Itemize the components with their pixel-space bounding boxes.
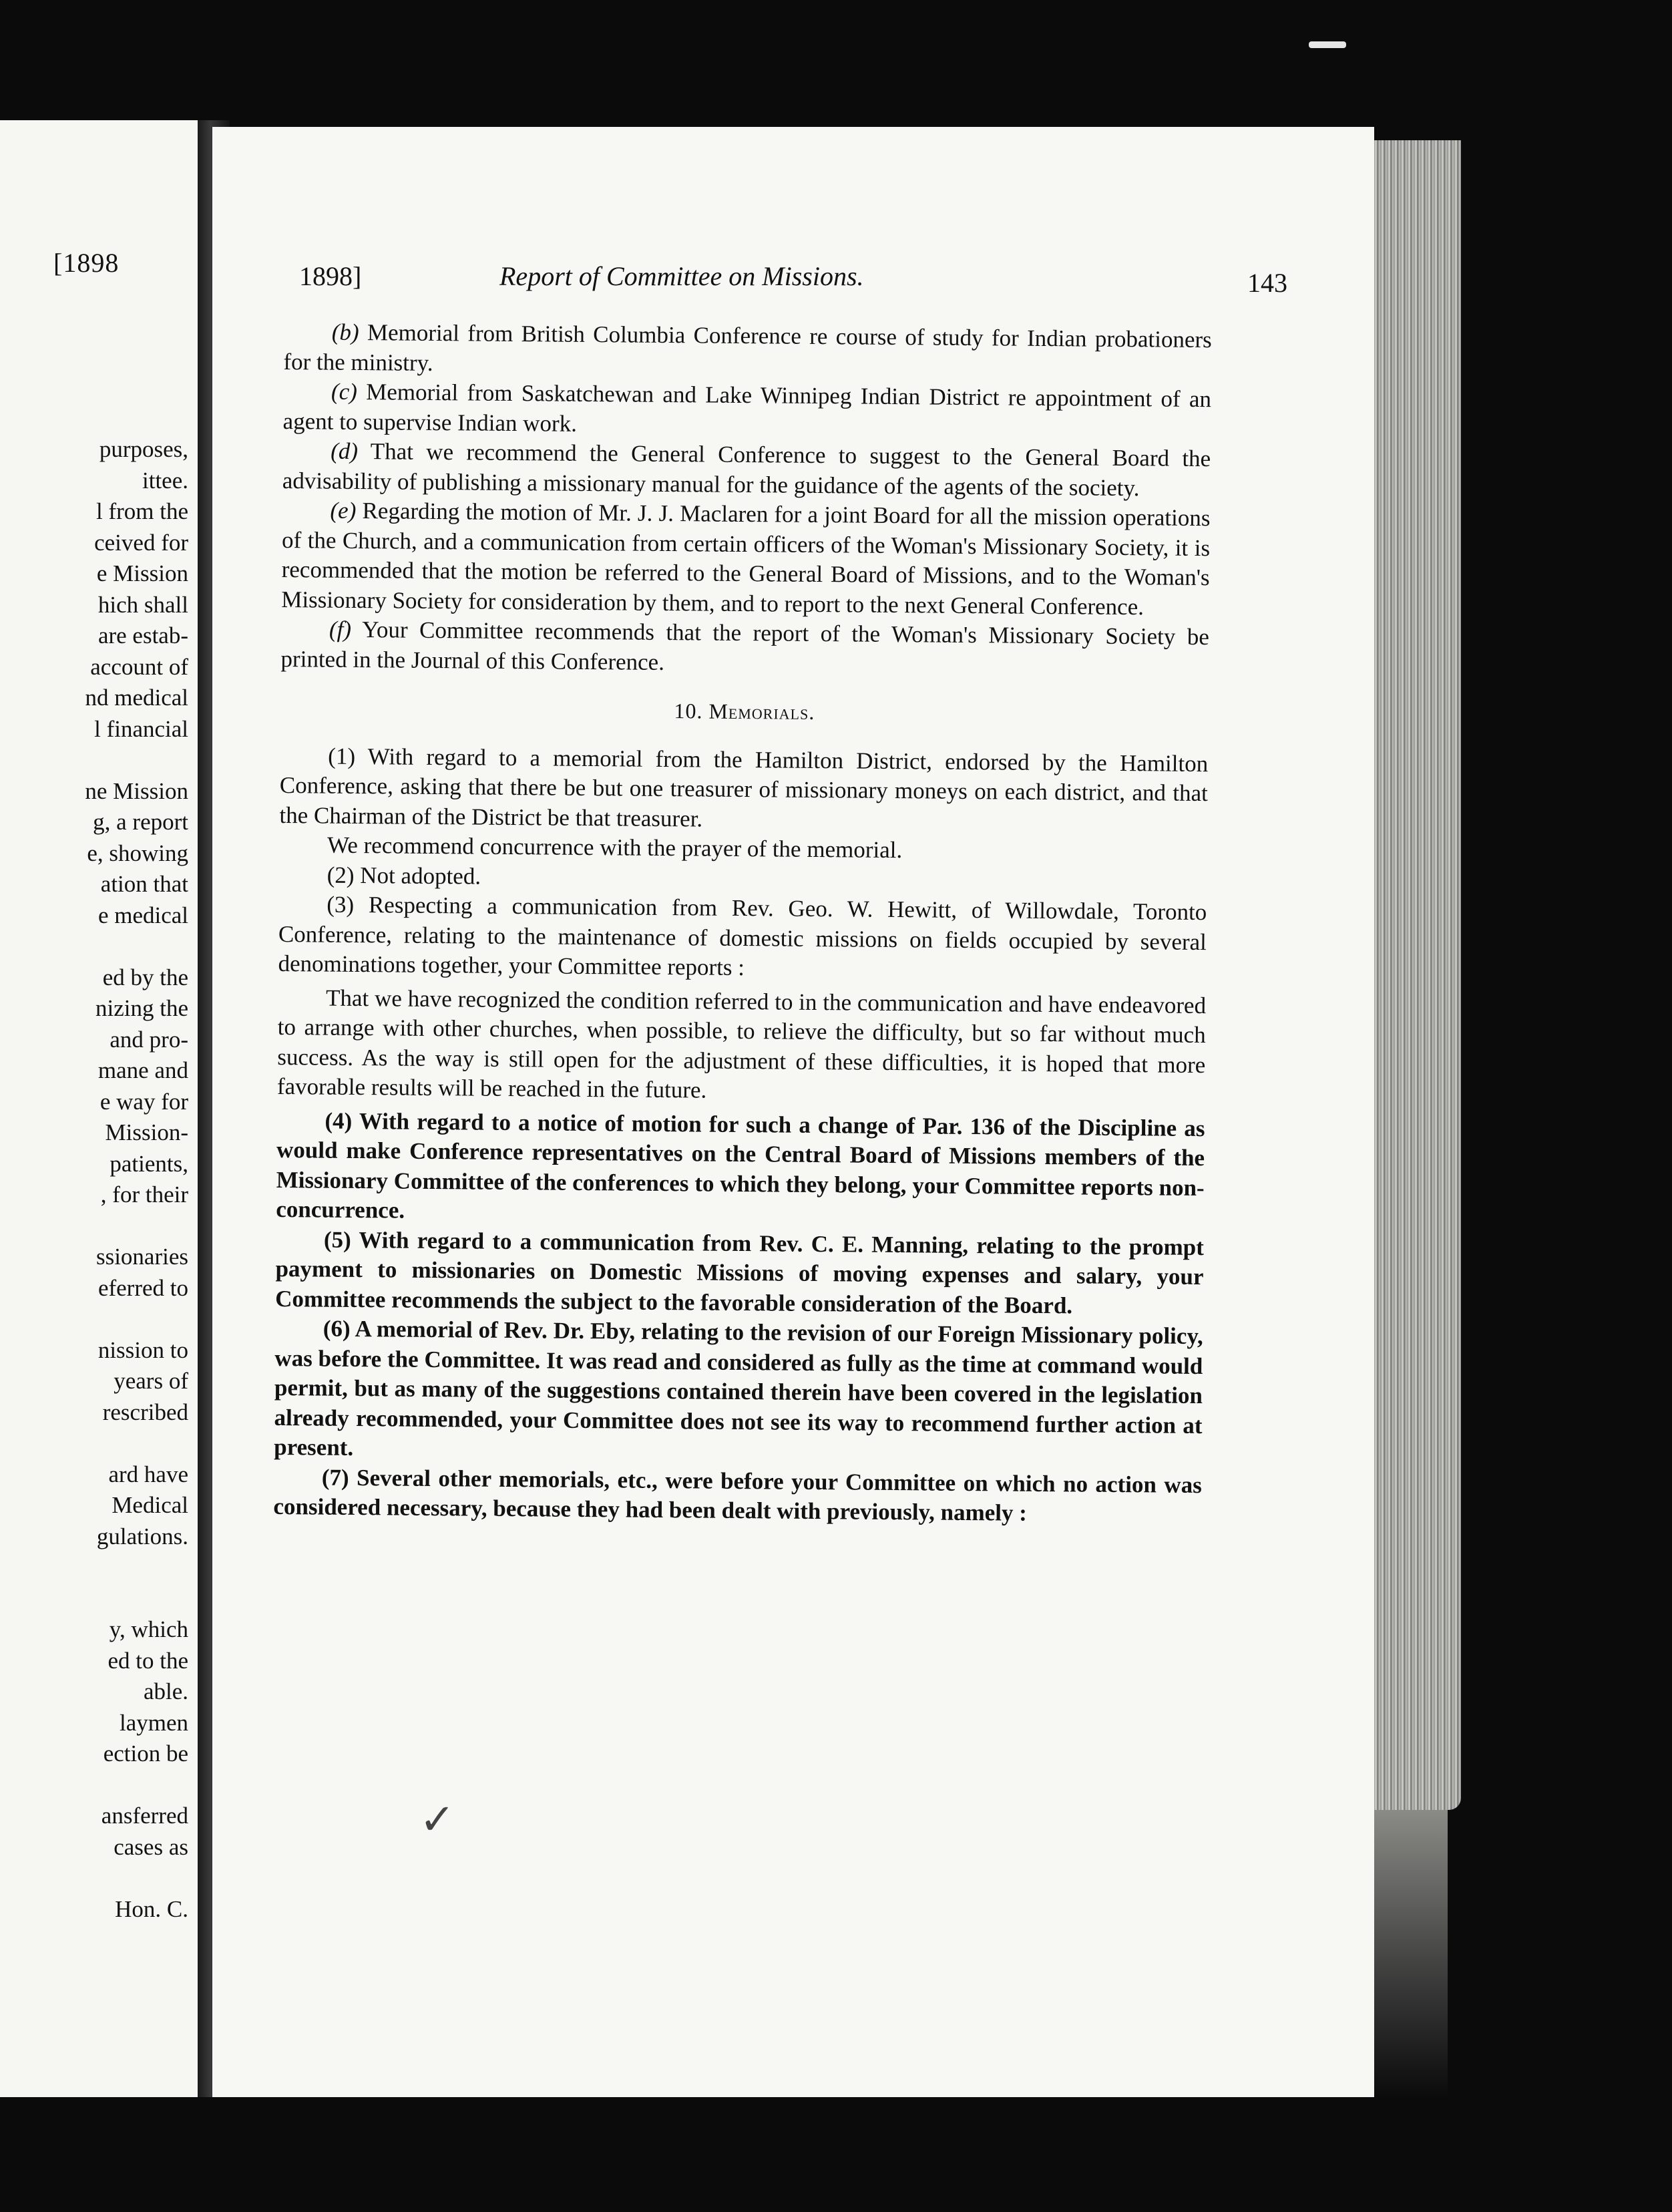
memorial-3: (3) Respecting a communication from Rev. Geo. W. Hewitt, of Willowdale, Toronto Conference, relating to the maintenance of domestic missions on fields occupied by several denominations together, your Committee reports :: [278, 891, 1207, 981]
left-page-line: are estab-: [97, 622, 188, 649]
memorial-7: (7) Several other memorials, etc., were before your Committee on which no action was considered necessary, because they had been dealt with previously, namely :: [273, 1464, 1202, 1526]
paragraph-b: [283, 317, 1212, 385]
left-page-line: gulations.: [96, 1523, 188, 1549]
left-page-line: ection be: [103, 1740, 188, 1767]
left-page-line: patients,: [110, 1150, 188, 1177]
paragraph-label: (e): [330, 497, 357, 524]
left-page-line: g, a report: [93, 809, 188, 835]
book-edge-shadow: [1374, 1810, 1448, 2097]
section-number: 10.: [674, 699, 703, 723]
paragraph-text: Memorial from Saskatchewan and Lake Winnipeg Indian District re appointment of an agent to supervise Indian work.: [282, 378, 1212, 437]
left-page-header: [1898: [53, 248, 120, 278]
left-page-line: rescribed: [102, 1399, 188, 1425]
memorial-2: (2) Not adopted.: [327, 862, 481, 890]
header-title: Report of Committee on Missions.: [499, 261, 864, 291]
memorial-1: (1) With regard to a memorial from the Hamilton District, endorsed by the Hamilton Conference, asking that there be but one treasurer of missionary moneys on each district, and that the Chairman of the District be that treasurer.: [279, 743, 1209, 832]
page-number: 143: [1247, 268, 1287, 298]
left-page-line: laymen: [119, 1709, 188, 1736]
left-page-line: ed to the: [108, 1647, 188, 1674]
left-page-line: ne Mission: [85, 777, 188, 804]
left-page-line: able.: [143, 1678, 188, 1704]
left-page-line: purposes,: [99, 436, 188, 462]
scan-speck: [1309, 41, 1346, 48]
left-page-text: [0, 434, 188, 1925]
header-year: 1898]: [299, 261, 362, 291]
memorial-5: (5) With regard to a communication from Rev. C. E. Manning, relating to the prompt payment to missionaries on Domestic Missions of moving expenses and salary, your Committee recommends the subject to the favorable consideration of the Board.: [275, 1226, 1205, 1318]
left-page-line: cases as: [114, 1833, 188, 1860]
left-page-line: , for their: [100, 1181, 188, 1208]
left-page-line: y, which: [109, 1616, 188, 1642]
memorial-1-reply: We recommend concurrence with the prayer of the memorial.: [327, 832, 903, 864]
left-page-line: ed by the: [102, 964, 188, 990]
paragraph-label: (f): [329, 616, 352, 642]
left-page-line: ansferred: [101, 1803, 188, 1829]
paragraph-label: (c): [331, 378, 358, 405]
book-fore-edge: [1374, 140, 1461, 1810]
left-page-line: l financial: [94, 715, 188, 742]
page-header: [299, 260, 1301, 301]
memorial-6: (6) A memorial of Rev. Dr. Eby, relating to the revision of our Foreign Missionary policy, was before the Committee. It was read and considered as fully as the time at command would permit, but as many of the suggestions contained therein have been covered in the legislation already recommended, your Committee does not see its way to recommend further action at present.: [274, 1315, 1203, 1461]
paragraph-f: [280, 614, 1209, 682]
paragraph-label: (d): [331, 437, 359, 464]
left-page-line: [0, 1552, 188, 1584]
left-page-line: e medical: [97, 902, 188, 928]
left-page-line: [0, 1770, 188, 1801]
left-page-line: ard have: [108, 1461, 188, 1487]
left-page-line: [0, 1584, 188, 1615]
left-page-line: [0, 745, 188, 776]
section-heading: [280, 693, 1209, 731]
paragraph-label: (b): [331, 319, 359, 345]
paragraph-text: Regarding the motion of Mr. J. J. Maclaren for a joint Board for all the mission operations of the Church, and a communication from certain officers of the Woman's Missionary Society, it is recommended that the motion be referred to the General Board of Missions, and to the Woman's Missionary Society for consideration by them, and to report to the next General Conference.: [281, 497, 1211, 620]
paragraph-text: Your Committee recommends that the report of the Woman's Missionary Society be printed in the Journal of this Conference.: [280, 616, 1210, 675]
left-page: [0, 120, 198, 2097]
left-page-line: and pro-: [110, 1026, 188, 1053]
pencil-mark: ✓: [419, 1796, 455, 1843]
left-page-line: ssionaries: [95, 1244, 188, 1270]
body-text: [273, 317, 1212, 1530]
left-page-line: nission to: [97, 1336, 188, 1363]
left-page-line: eferred to: [97, 1274, 188, 1301]
paragraph-d: [282, 436, 1211, 504]
paragraph-text: Memorial from British Columbia Conference re course of study for Indian probationers for the ministry.: [283, 319, 1212, 376]
memorial-3-reply: That we have recognized the condition referred to in the communication and have endeavored to arrange with other churches, when possible, to relieve the difficulty, but so far without much success. As the way is still open for the adjustment of these difficulties, it is hoped that more favorable results will be reached in the future.: [276, 984, 1207, 1103]
left-page-line: [0, 1304, 188, 1335]
left-page-line: mane and: [97, 1057, 188, 1083]
left-page-line: ceived for: [94, 529, 188, 556]
paragraph-c: [282, 377, 1211, 444]
right-page: [212, 127, 1374, 2097]
left-page-line: account of: [90, 653, 188, 680]
paragraph-e: [281, 496, 1211, 622]
left-page-line: ittee.: [142, 467, 188, 494]
left-page-line: Mission-: [105, 1119, 188, 1145]
left-page-line: Hon. C.: [115, 1895, 188, 1922]
left-page-line: e Mission: [96, 560, 188, 586]
left-page-line: nd medical: [85, 685, 188, 711]
left-page-line: [0, 1428, 188, 1459]
paragraph-text: That we recommend the General Conference to suggest to the General Board the advisability of publishing a missionary manual for the guidance of the agents of the society.: [282, 437, 1211, 501]
left-page-line: Medical: [112, 1492, 188, 1518]
left-page-line: e way for: [99, 1088, 188, 1115]
memorial-4: (4) With regard to a notice of motion for such a change of Par. 136 of the Discipline as would make Conference representatives on the Central Board of Missions members of the Missionary Committee of the conferences to which they belong, your Committee reports non-concurrence.: [276, 1107, 1205, 1224]
left-page-line: l from the: [95, 498, 188, 524]
section-title: Memorials.: [708, 699, 815, 724]
left-page-line: ation that: [100, 871, 188, 897]
left-page-line: [0, 1211, 188, 1242]
left-page-line: [0, 931, 188, 962]
left-page-line: nizing the: [95, 995, 188, 1021]
left-page-line: hich shall: [97, 591, 188, 618]
left-page-line: e, showing: [87, 840, 188, 866]
left-page-line: years of: [114, 1368, 188, 1394]
left-page-line: [0, 1863, 188, 1894]
